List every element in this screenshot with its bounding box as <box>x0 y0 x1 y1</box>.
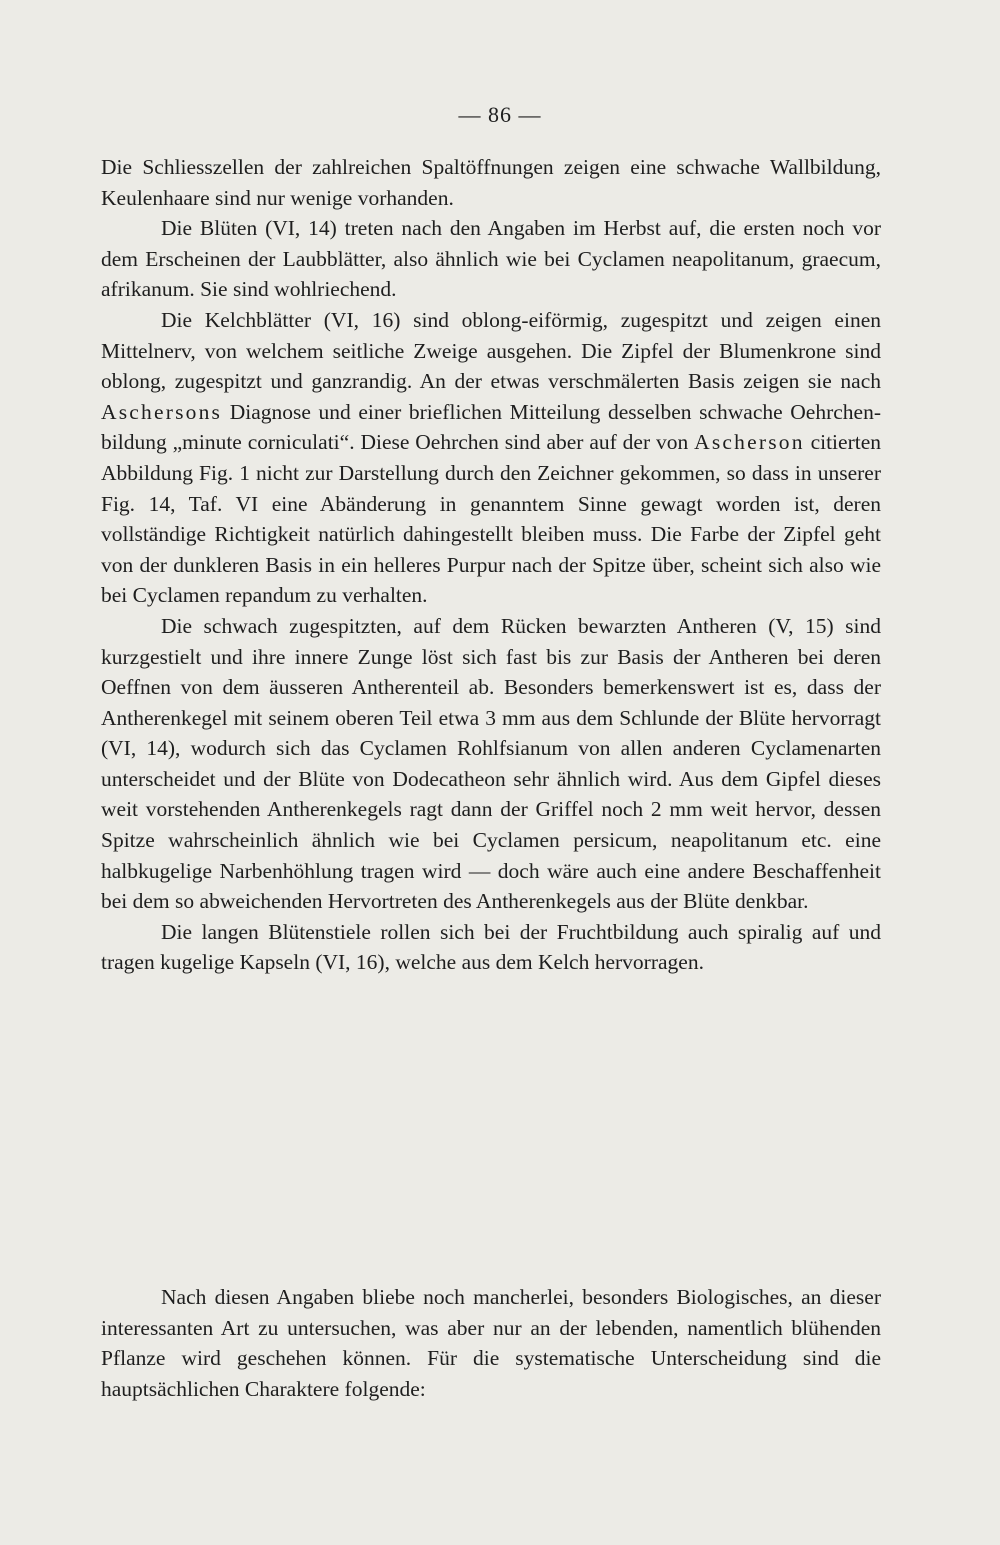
paragraph-stomata: Die Schliesszellen der zahlreichen Spaltöffnungen zeigen eine schwache Wallbildung, Keulenhaare sind nur wenige vorhanden. <box>101 155 881 210</box>
paragraph-sepals <box>101 305 881 611</box>
sepals-text-end: citierten Abbildung Fig. 1 nicht zur Darstellung durch den Zeichner gekommen, so dass in unserer Fig. 14, Taf. VI eine Abänderung in genanntem Sinne gewagt worden ist, deren vollständige Richtigkeit natürlich dahingestellt bleiben muss. Die Farbe der Zipfel geht von der dunkleren Basis in ein helleres Purpur nach der Spitze über, scheint sich also wie bei Cyclamen repandum zu verhalten. <box>101 430 881 608</box>
author-name-spaced: Ascherson <box>694 430 805 455</box>
paragraph-pedicels: Die langen Blütenstiele rollen sich bei der Fruchtbildung auch spiralig auf und tragen kugelige Kapseln (VI, 16), welche aus dem Kelch hervorragen. <box>101 919 881 975</box>
paragraph-characters: Nach diesen Angaben bliebe noch mancherlei, besonders Biologisches, an dieser interessanten Art zu untersuchen, was aber nur an der lebenden, namentlich blühenden Pflanze wird geschehen können. Für die systematische Unterscheidung sind die hauptsächlichen Charaktere folgende: <box>101 1285 881 1401</box>
sepals-text-middle: Diagnose und einer brieflichen Mitteilung desselben schwache Oehrchenbildung „minute corniculati“. Diese Oehrchen sind aber auf der von <box>101 399 881 455</box>
sepals-text-start: Die Kelchblätter (VI, 16) sind oblong-eiförmig, zugespitzt und zeigen einen Mittelnerv, von welchem seitliche Zweige ausgehen. Die Zipfel der Blumenkrone sind oblong, zugespitzt und ganzrandig. An der etwas verschmälerten Basis zeigen sie nach <box>101 307 881 394</box>
paragraph-flowers: Die Blüten (VI, 14) treten nach den Angaben im Herbst auf, die ersten noch vor dem Erscheinen der Laubblätter, also ähnlich wie bei Cyclamen neapolitanum, graecum, afrikanum. Sie sind wohlriechend. <box>101 216 881 302</box>
main-text-block <box>101 152 881 978</box>
paragraph-anthers: Die schwach zugespitzten, auf dem Rücken bewarzten Antheren (V, 15) sind kurzgestielt und ihre innere Zunge löst sich fast bis zur Basis der Antheren bei deren Oeffnen von dem äusseren Antherenteil ab. Besonders bemerkenswert ist es, dass der Antherenkegel mit seinem oberen Teil etwa 3 mm aus dem Schlunde der Blüte hervorragt (VI, 14), wodurch sich das Cyclamen Rohlfsianum von allen anderen Cyclamenarten unterscheidet und der Blüte von Dodecatheon sehr ähnlich wird. Aus dem Gipfel dieses weit vorstehenden Antherenkegels ragt dann der Griffel noch 2 mm weit hervor, dessen Spitze wahrscheinlich ähnlich wie bei Cyclamen persicum, neapolitanum etc. eine halbkugelige Narbenhöhlung tragen wird — doch wäre auch eine andere Beschaffenheit bei dem so abweichenden Hervortreten des Antherenkegels aus der Blüte denkbar. <box>101 613 881 914</box>
page-number: — 86 — <box>458 102 542 127</box>
author-name-spaced: Aschersons <box>101 399 223 424</box>
summary-text-block <box>101 1282 881 1404</box>
